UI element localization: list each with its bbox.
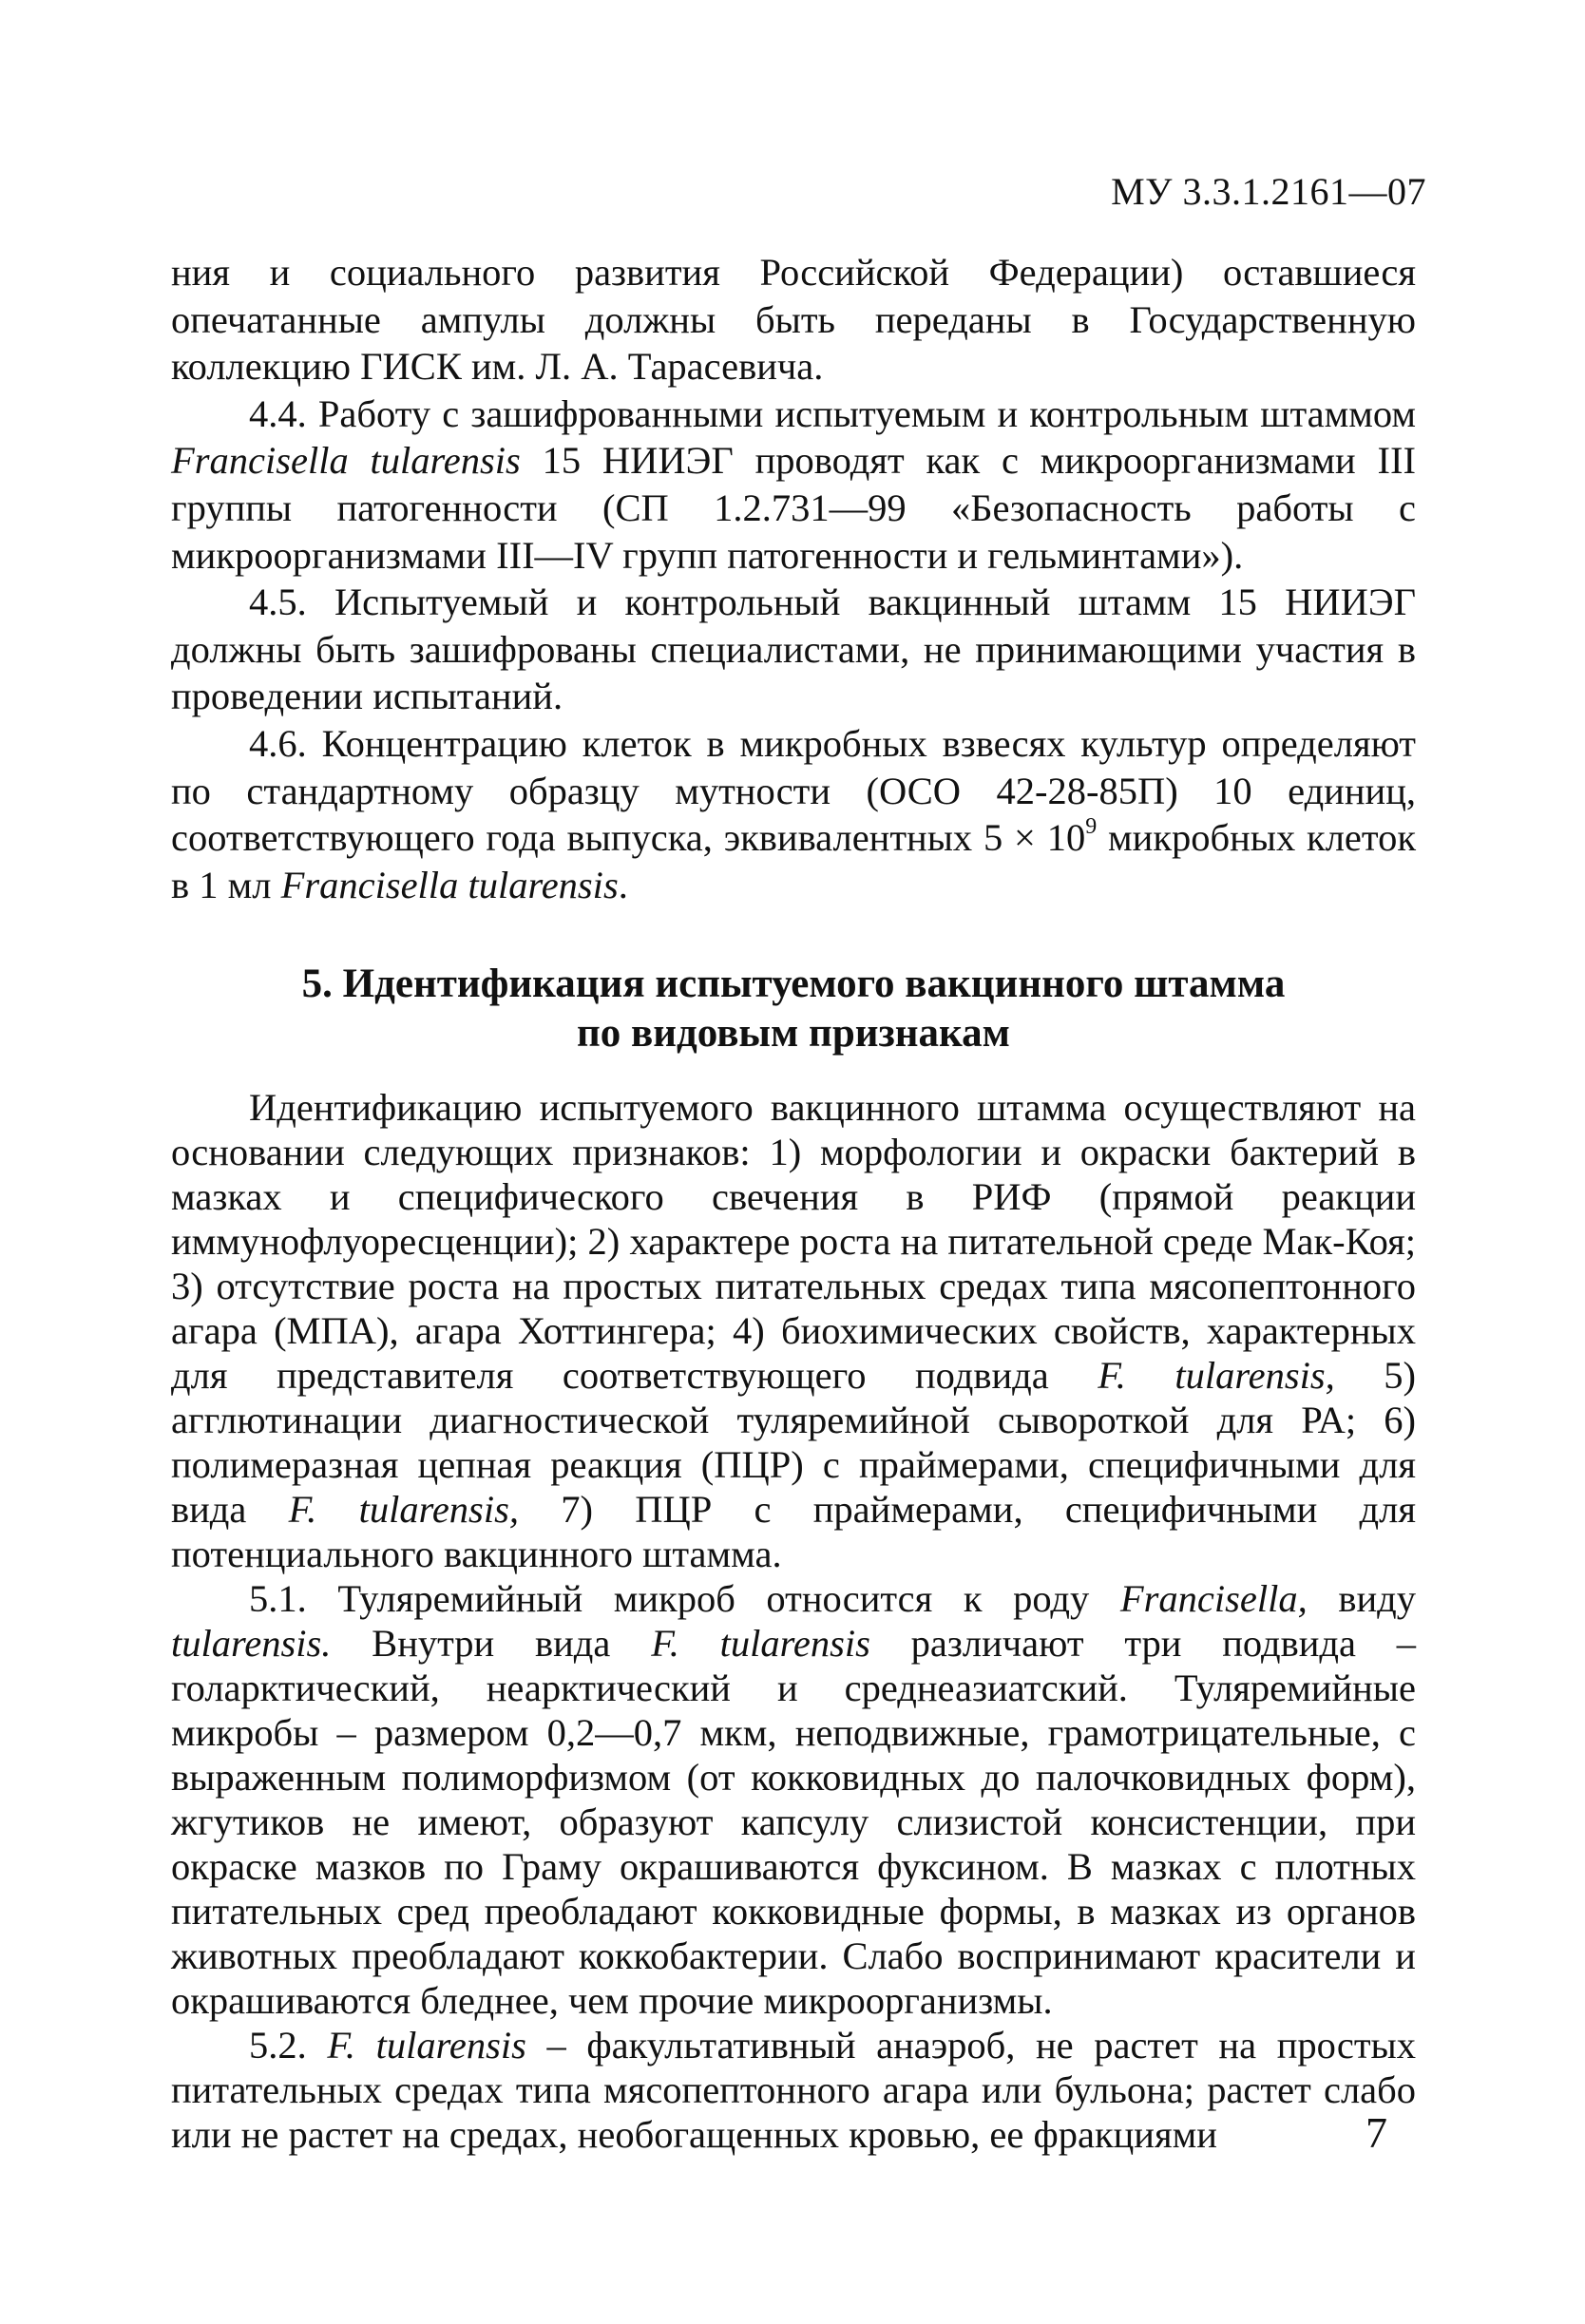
paragraph-text: 5) агглютинации диагностической туляремийной сывороткой для РА; 6) полимеразная цепная реакция (ПЦР) с праймерами, специфичными для вида	[171, 1354, 1416, 1532]
paragraph-text: Внутри вида	[331, 1622, 652, 1666]
heading-line-2: по видовым признакам	[577, 1011, 1010, 1057]
species-name: Francisella tularensis	[280, 863, 619, 906]
paragraph-text: различают три подвида – голарктический, неарктический и среднеазиатский. Туляремийные микробы – размером 0,2—0,7 мкм, неподвижные, грамотрицательные, с выраженным полиморфизмом (от кокковидных до палочковидных форм), жгутиков не имеют, образуют капсулу слизистой консистенции, при окраске мазков по Граму окрашиваются фуксином. В мазках с плотных питательных сред преобладают кокковидные формы, в мазках из органов животных преобладают коккобактерии. Слабо воспринимают красители и окрашиваются бледнее, чем прочие микроорганизмы.	[171, 1622, 1417, 2023]
species-name: F. tularensis,	[1098, 1354, 1335, 1398]
species-name: tularensis.	[171, 1622, 332, 1666]
paragraph-text: микробных клеток в 1 мл	[171, 816, 1416, 906]
paragraph-text: 4.6. Концентрацию клеток в микробных взвесях культур определяют по стандартному образцу мутности (ОСО 42-28-85П) 10 единиц, соответствующего года выпуска, эквивалентных 5 × 10	[171, 721, 1416, 860]
paragraph-5-2	[171, 2023, 1416, 2157]
section-5-intro	[171, 1085, 1416, 1576]
paragraph-text: .	[618, 863, 628, 906]
page-number: 7	[1365, 2108, 1387, 2157]
paragraph-text: – факультативный анаэроб, не растет на простых питательных средах типа мясопептонного агара или бульона; растет слабо или не растет на средах, необогащенных кровью, ее фракциями	[171, 2024, 1417, 2157]
document-code: МУ 3.3.1.2161—07	[1111, 170, 1426, 213]
continuation-paragraph	[171, 249, 1416, 391]
paragraph-text: 4.5. Испытуемый и контрольный вакцинный штамм 15 НИИЭГ должны быть зашифрованы специалистами, не принимающими участия в проведении испытаний.	[171, 581, 1416, 718]
paragraph-text: 5.1. Туляремийный микроб относится к роду	[249, 1577, 1120, 1621]
paragraph-4-4	[171, 391, 1416, 579]
page-content	[171, 249, 1416, 2157]
exponent: 9	[1085, 814, 1098, 840]
species-name: F. tularensis	[651, 1622, 870, 1666]
paragraph-4-5	[171, 579, 1416, 720]
paragraph-5-1	[171, 1576, 1416, 2023]
genus-name: Francisella,	[1119, 1577, 1308, 1621]
paragraph-text: Идентификацию испытуемого вакцинного штамма осуществляют на основании следующих признаков: 1) морфологии и окраски бактерий в мазках и специфического свечения в РИФ (прямой реакции иммунофлуоресценции); 2) характере роста на питательной среде Мак-Коя; 3) отсутствие роста на простых питательных средах типа мясопептонного агара (МПА), агара Хоттингера; 4) биохимических свойств, характерных для представителя соответствующего подвида	[171, 1086, 1416, 1398]
paragraph-text: виду	[1307, 1577, 1417, 1621]
section-5-heading	[171, 960, 1416, 1058]
species-name: F. tularensis	[327, 2024, 526, 2067]
paragraph-text: 7) ПЦР с праймерами, специфичными для потенциального вакцинного штамма.	[171, 1488, 1416, 1576]
paragraph-text: ния и социального развития Российской Федерации) оставшиеся опечатанные ампулы должны быть переданы в Государственную коллекцию ГИСК им. Л. А. Тарасевича.	[171, 251, 1416, 389]
paragraph-text: 5.2.	[249, 2024, 328, 2067]
species-name: Francisella tularensis	[171, 439, 521, 483]
heading-line-1: 5. Идентификация испытуемого вакцинного штамма	[301, 962, 1286, 1007]
paragraph-text: 4.4. Работу с зашифрованными испытуемым и контрольным штаммом	[249, 391, 1416, 435]
species-name: F. tularensis,	[288, 1488, 519, 1532]
paragraph-text: 15 НИИЭГ проводят как с микроорганизмами III группы патогенности (СП 1.2.731—99 «Безопасность работы с микроорганизмами III—IV групп патогенности и гельминтами»).	[171, 439, 1416, 577]
paragraph-4-6	[171, 720, 1416, 908]
